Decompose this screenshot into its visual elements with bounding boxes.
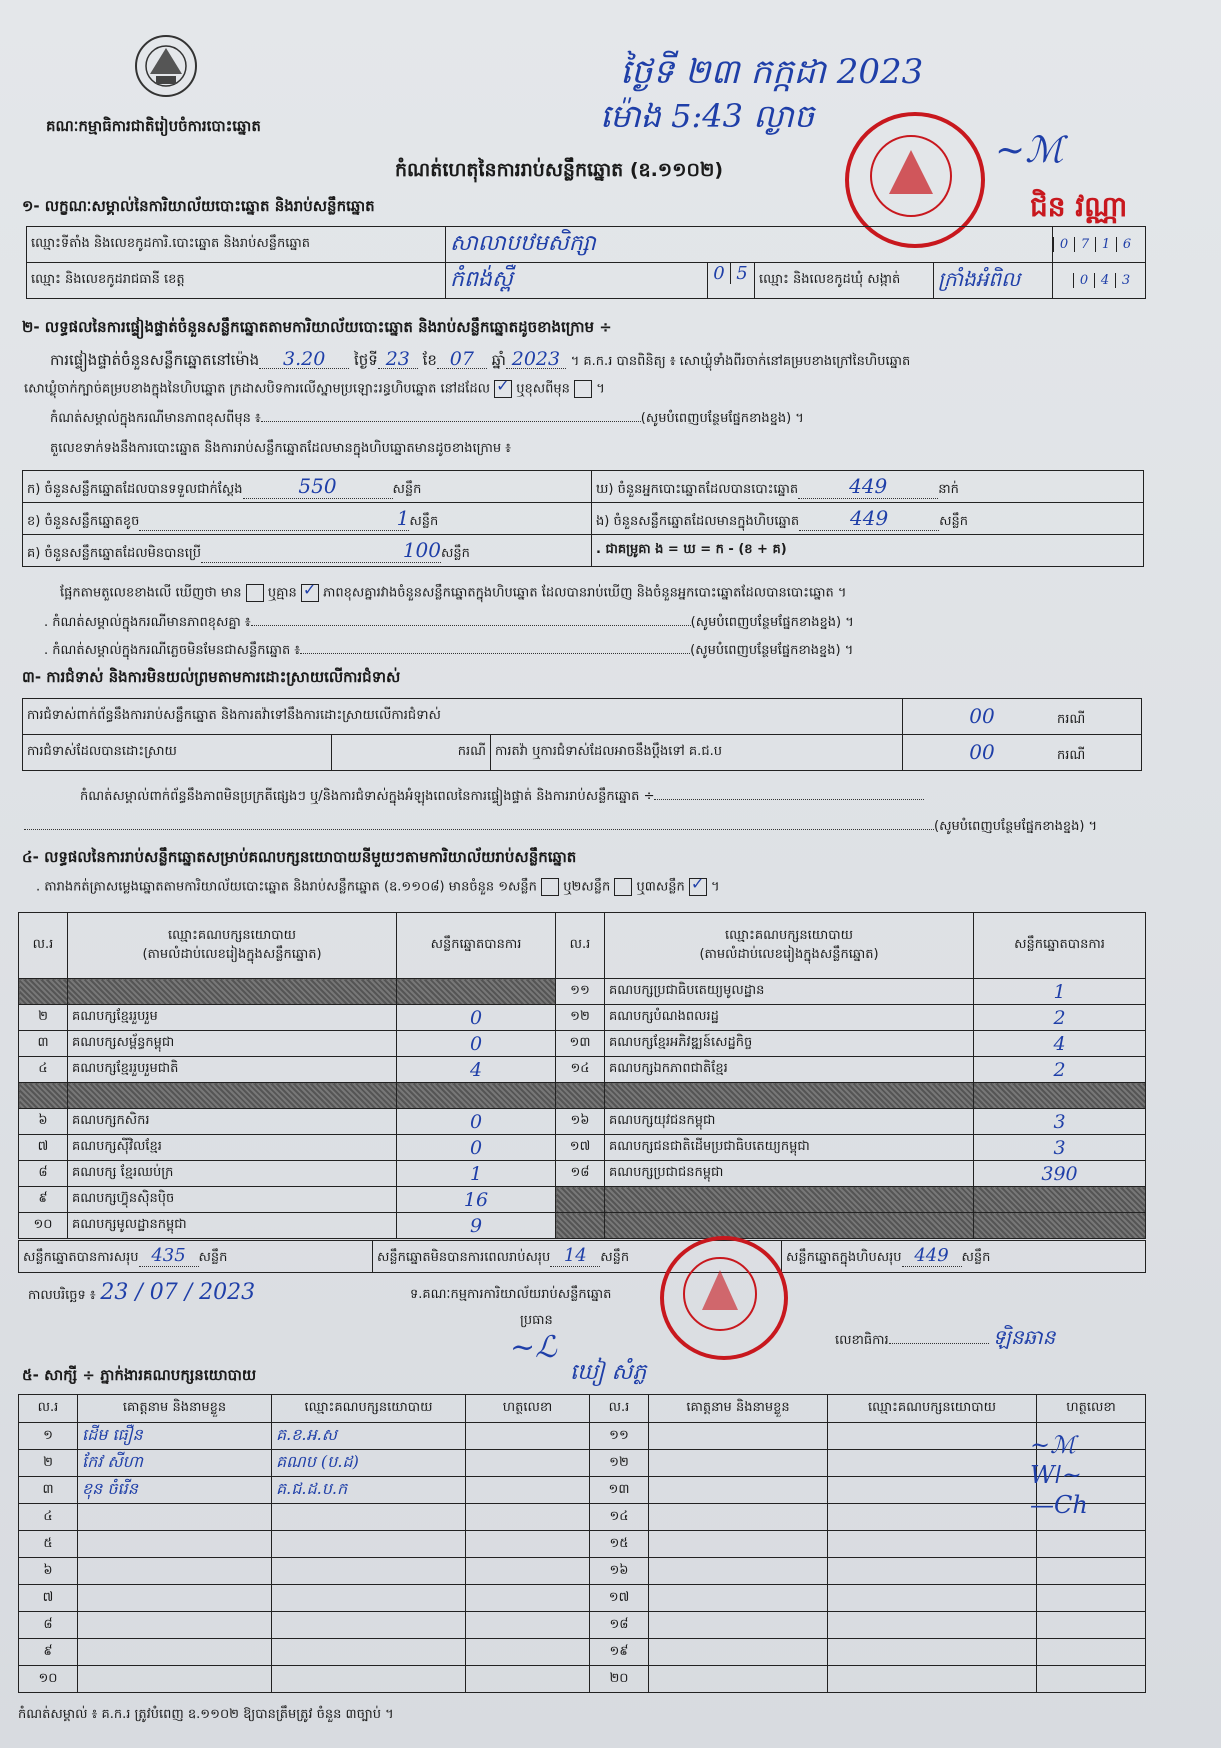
witness-party (828, 1504, 1037, 1531)
witness-name (649, 1666, 828, 1693)
witness-signature (1037, 1612, 1146, 1639)
party-row-masked (68, 1083, 397, 1109)
party-row (19, 1057, 1146, 1083)
commune-code: 0 4 3 (1053, 263, 1146, 299)
province-value: កំពង់ស្ពឺ (450, 266, 513, 292)
party-votes: 9 (397, 1213, 556, 1239)
party-row-masked (605, 1083, 974, 1109)
ko-value: 100 (201, 538, 441, 563)
witness-name (78, 1585, 272, 1612)
party-row-masked (19, 1083, 68, 1109)
formula: . ជាគម្រូគា ង = ឃ = ក - (ខ + គ) (592, 535, 1144, 567)
commune-value: ក្រាំងអំពិល (934, 263, 1053, 299)
witness-party (272, 1558, 466, 1585)
witness-name (649, 1585, 828, 1612)
changed-checkbox[interactable] (574, 380, 592, 398)
witness-party: គ.ជ.ដ.ប.ក (272, 1477, 466, 1504)
party-name: គណបក្សស៊ីវិលខ្មែរ (68, 1135, 397, 1161)
witness-signature (466, 1585, 590, 1612)
party-name: គណបក្សឯកភាពជាតិខ្មែរ (605, 1057, 974, 1083)
party-votes: 1 (974, 979, 1146, 1005)
objections-table: ការជំទាស់ពាក់ព័ន្ធនឹងការរាប់សន្លឹកឆ្នោត និងការតវ៉ាទៅនឹងការដោះស្រាយលើការជំទាស់ 00 ករណី ការជំទាស់ដែលបានដោះស្រាយ ករណី ការតវ៉ា ឬការជំទាស់ដែលអាចនឹងប្តឹងទៅ គ.ជ.ប 00 ករណី (22, 698, 1142, 771)
witness-no: ២ (19, 1450, 78, 1477)
witness-signature (466, 1423, 590, 1450)
witness-name: ខុន ចំរើន (78, 1477, 272, 1504)
witness-row (19, 1450, 1146, 1477)
location-value: សាលាបឋមសិក្សា (446, 227, 1053, 263)
party-no: ១៣ (556, 1031, 605, 1057)
party-row (19, 1161, 1146, 1187)
witness-name (649, 1477, 828, 1504)
party-row-masked (68, 979, 397, 1005)
ka-value: 550 (243, 474, 393, 499)
party-name: គណបក្សប្រជាជនកម្ពុជា (605, 1161, 974, 1187)
party-votes: 2 (974, 1057, 1146, 1083)
party-row (19, 1109, 1146, 1135)
witness-no: ៣ (19, 1477, 78, 1504)
party-no: ៦ (19, 1109, 68, 1135)
witness-party (828, 1639, 1037, 1666)
party-row-masked (19, 979, 68, 1005)
witness-no: ៤ (19, 1504, 78, 1531)
signer-name: ជិន វណ្ណា (1030, 190, 1128, 223)
objections-value: 00 (969, 703, 995, 728)
witness-no: ៨ (19, 1612, 78, 1639)
kha-value: 1 (139, 506, 409, 531)
witness-row (19, 1612, 1146, 1639)
witness-party (272, 1639, 466, 1666)
form-title: កំណត់ហេតុនៃការរាប់សន្លឹកឆ្នោត (ឧ.១១០២) (395, 159, 724, 181)
party-votes: 1 (397, 1161, 556, 1187)
witness-name (78, 1666, 272, 1693)
valid-total: 435 (139, 1245, 199, 1267)
party-name: គណបក្សខ្មែរអភិវឌ្ឍន៍សេដ្ឋកិច្ច (605, 1031, 974, 1057)
witness-no: ១៩ (590, 1639, 649, 1666)
section3-heading: ៣- ការជំទាស់ និងការមិនយល់ព្រមតាមការដោះស្រាយលើការជំទាស់ (22, 668, 401, 686)
party-name: គណបក្សមូលដ្ឋានកម្ពុជា (68, 1213, 397, 1239)
verify-line-2: សោឃ្លុំចាក់ក្បាច់គម្របខាងក្នុងនៃហិបឆ្នោត ក្រដាសបិទការលើស្នាមប្រឡោះរន្ធហិបឆ្នោត នៅដដែល ✓ ឬខុសពីមុន ។ (24, 380, 605, 399)
location-label: ឈ្មោះទីតាំង និងលេខកូដការិ.បោះឆ្នោត និងរាប់សន្លឹកឆ្នោត (27, 227, 446, 263)
appeal-value: 00 (969, 739, 995, 764)
note-line-1: . កំណត់សម្គាល់ក្នុងករណីមានភាពខុសគ្នា ៖ (សូមបំពេញបន្ថែមផ្នែកខាងខ្នង) ។ (44, 615, 854, 630)
witness-no: ១៥ (590, 1531, 649, 1558)
witness-row (19, 1531, 1146, 1558)
chair-name: ឃៀ សំភ្ល (570, 1360, 647, 1385)
witness-no: ៥ (19, 1531, 78, 1558)
party-no: ១១ (556, 979, 605, 1005)
two-sheet-checkbox[interactable] (614, 878, 632, 896)
witness-no: ១៣ (590, 1477, 649, 1504)
witness-signature (466, 1477, 590, 1504)
party-row-masked (605, 1213, 974, 1239)
witness-no: ១៨ (590, 1612, 649, 1639)
counts-table: ក) ចំនួនសន្លឹកឆ្នោតដែលបានទទួលជាក់ស្តែង 550 សន្លឹក ឃ) ចំនួនអ្នកបោះឆ្នោតដែលបានបោះឆ្នោត 449 នាក់ ខ) ចំនួនសន្លឹកឆ្នោតខូច 1សន្លឹក ង) ចំនួនសន្លឹកឆ្នោតដែលមានក្នុងហិបឆ្នោត 449 សន្លឹក គ) ចំនួនសន្លឹកឆ្នោតដែលមិនបានប្រើ 100សន្លឹក . ជាគម្រូគា ង = ឃ = ក - (ខ + គ) (22, 470, 1144, 567)
witness-no: ១៤ (590, 1504, 649, 1531)
witness-signature (1037, 1639, 1146, 1666)
party-name: គណបក្សខ្មែររួបរួម (68, 1005, 397, 1031)
one-sheet-checkbox[interactable] (541, 878, 559, 896)
witness-no: ២០ (590, 1666, 649, 1693)
witness-signature (1037, 1531, 1146, 1558)
witness-name: ដើម ធឿន (78, 1423, 272, 1450)
location-code: 0 7 1 6 (1053, 227, 1146, 263)
party-row-masked (974, 1187, 1146, 1213)
witness-signature (1037, 1585, 1146, 1612)
section2-heading: ២- លទ្ធផលនៃការផ្ទៀងផ្ទាត់ចំនួនសន្លឹកឆ្នោតតាមការិយាល័យបោះឆ្នោត និងរាប់សន្លឹកឆ្នោតដូចខាងក្រោម ÷ (22, 318, 612, 336)
three-sheet-checkbox[interactable] (689, 878, 707, 896)
witness-no: ៦ (19, 1558, 78, 1585)
party-no: ២ (19, 1005, 68, 1031)
witness-party (828, 1450, 1037, 1477)
party-row-masked (974, 1083, 1146, 1109)
verify-line-4: តួលេខទាក់ទងនឹងការបោះឆ្នោត និងការរាប់សន្លឹកឆ្នោតដែលមានក្នុងហិបឆ្នោតមានដូចខាងក្រោម ៖ (50, 441, 511, 456)
has-discrepancy-checkbox[interactable] (246, 584, 264, 602)
signature-top: ~ℳ (995, 130, 1064, 171)
verify-line-3: កំណត់សម្គាល់ក្នុងករណីមានភាពខុសពីមុន ៖ (សូមបំពេញបន្ថែមផ្នែកខាងខ្នង) ។ (50, 411, 804, 426)
party-no: ៨ (19, 1161, 68, 1187)
party-name: គណបក្សសម្ព័ន្ធកម្ពុជា (68, 1031, 397, 1057)
party-votes: 0 (397, 1005, 556, 1031)
party-row (19, 1187, 1146, 1213)
party-name: គណបក្សយុវជនកម្ពុជា (605, 1109, 974, 1135)
party-votes: 16 (397, 1187, 556, 1213)
witness-name (649, 1639, 828, 1666)
party-no: ៣ (19, 1031, 68, 1057)
witness-row (19, 1585, 1146, 1612)
witness-signature (466, 1558, 590, 1585)
witness-row (19, 1558, 1146, 1585)
party-votes: 390 (974, 1161, 1146, 1187)
witness-signature (1037, 1558, 1146, 1585)
witness-no: ១២ (590, 1450, 649, 1477)
party-no: ៩ (19, 1187, 68, 1213)
witness-party (272, 1585, 466, 1612)
witness-name (78, 1639, 272, 1666)
party-no: ៤ (19, 1057, 68, 1083)
invalid-total: 14 (550, 1245, 600, 1267)
witness-no: ១ (19, 1423, 78, 1450)
irregularity-note: កំណត់សម្គាល់ពាក់ព័ន្ធនឹងភាពមិនប្រក្រតីផ្សេងៗ ឬ/និងការជំទាស់ក្នុងអំឡុងពេលនៃការផ្ទៀងផ្ទាត់ និងការរាប់សន្លឹកឆ្នោត ÷ (80, 788, 924, 806)
witness-no: ១៧ (590, 1585, 649, 1612)
party-row (19, 979, 1146, 1005)
party-row-masked (556, 1187, 605, 1213)
witness-party (272, 1504, 466, 1531)
party-name: គណបក្សហ៊្វុនស៊ិនប៉ិច (68, 1187, 397, 1213)
discrepancy-line: ផ្អែកតាមតួលេខខាងលើ ឃើញថា មាន ឬគ្មាន ✓ ភាពខុសគ្នារវាងចំនួនសន្លឹកឆ្នោតក្នុងហិបឆ្នោត ដែលបានរាប់ឃើញ និងចំនួនអ្នកបោះឆ្នោតដែលបានបោះឆ្នោត ។ (60, 584, 846, 603)
date-line: កាលបរិច្ឆេទ ៖ 23 / 07 / 2023 (28, 1280, 256, 1305)
witness-row (19, 1423, 1146, 1450)
witness-no: ១១ (590, 1423, 649, 1450)
no-discrepancy-checkbox[interactable] (301, 584, 319, 602)
section5-heading: ៥- សាក្សី ÷ ភ្នាក់ងារគណបក្សនយោបាយ (22, 1366, 257, 1384)
party-row-masked (397, 1083, 556, 1109)
witness-row (19, 1666, 1146, 1693)
witness-name: កែវ សីហា (78, 1450, 272, 1477)
party-votes: 2 (974, 1005, 1146, 1031)
party-no: ១៤ (556, 1057, 605, 1083)
witness-party (272, 1531, 466, 1558)
objections-label: ការជំទាស់ពាក់ព័ន្ធនឹងការរាប់សន្លឹកឆ្នោត និងការតវ៉ាទៅនឹងការដោះស្រាយលើការជំទាស់ (23, 699, 903, 735)
witness-party (828, 1477, 1037, 1504)
witness-signature (466, 1531, 590, 1558)
tally-sheet-line: . តារាងកត់ត្រាសម្លេងឆ្នោតតាមការិយាល័យបោះឆ្នោត និងរាប់សន្លឹកឆ្នោត (ឧ.១១០៨) មានចំនួន ១សន្លឹក ឬ២សន្លឹក ឬ៣សន្លឹក ✓ ។ (36, 878, 720, 897)
party-row-masked (605, 1187, 974, 1213)
date-value: 23 / 07 / 2023 (100, 1280, 256, 1305)
witness-party (828, 1531, 1037, 1558)
party-no: ១២ (556, 1005, 605, 1031)
secretary-name: ឡិនឆាន (992, 1325, 1056, 1349)
party-votes: 4 (974, 1031, 1146, 1057)
party-votes: 3 (974, 1135, 1146, 1161)
secretary-line: លេខាធិការ ឡិនឆាន (835, 1325, 1056, 1349)
witness-signature (466, 1639, 590, 1666)
witness-party: គណប (ប.ដ) (272, 1450, 466, 1477)
witness-party (272, 1666, 466, 1693)
province-label: ឈ្មោះ និងលេខកូដរាជធានី ខេត្ត (27, 263, 446, 299)
witness-party (272, 1612, 466, 1639)
party-no: ១០ (19, 1213, 68, 1239)
party-row-masked (556, 1213, 605, 1239)
witness-name (78, 1504, 272, 1531)
committee-label: ទ.គណៈកម្មការការិយាល័យរាប់សន្លឹកឆ្នោត (410, 1287, 612, 1302)
witness-row (19, 1639, 1146, 1666)
section1-table: ឈ្មោះទីតាំង និងលេខកូដការិ.បោះឆ្នោត និងរាប់សន្លឹកឆ្នោត សាលាបឋមសិក្សា 0 7 1 6 ឈ្មោះ និងលេខកូដរាជធានី ខេត្ត កំពង់ស្ពឺ 0 5 ឈ្មោះ និងលេខកូដឃុំ សង្កាត់ ក្រាំងអំពិល 0 4 3 (26, 226, 1146, 299)
party-row-masked (397, 979, 556, 1005)
party-votes: 4 (397, 1057, 556, 1083)
witness-name (78, 1558, 272, 1585)
witness-name (649, 1612, 828, 1639)
org-name: គណៈកម្មាធិការជាតិរៀបចំការបោះឆ្នោត (46, 117, 261, 135)
witness-signature (466, 1666, 590, 1693)
witness-name (649, 1504, 828, 1531)
section1-heading: ១- លក្ខណៈសម្គាល់នៃការិយាល័យបោះឆ្នោត និងរាប់សន្លឹកឆ្នោត (22, 197, 375, 215)
witness-table-header: ល.រ គោត្តនាម និងនាមខ្លួន ឈ្មោះគណបក្សនយោបាយ ហត្ថលេខា ល.រ គោត្តនាម និងនាមខ្លួន ឈ្មោះគណបក្សនយោបាយ ហត្ថលេខា (19, 1395, 1146, 1423)
irregularity-note-2: (សូមបំពេញបន្ថែមផ្នែកខាងខ្នង) ។ (24, 818, 1097, 836)
ngo-value: 449 (799, 506, 939, 531)
party-no: ៧ (19, 1135, 68, 1161)
handwritten-time: ម៉ោង 5:43 ល្ងាច (600, 97, 815, 135)
witness-party (828, 1666, 1037, 1693)
party-name: គណបក្សជនជាតិដើមប្រជាធិបតេយ្យកម្ពុជា (605, 1135, 974, 1161)
witness-no: ៩ (19, 1639, 78, 1666)
party-name: គណបក្សខ្មែររួបរួមជាតិ (68, 1057, 397, 1083)
witness-signatures: ~ℳ Wǀ~ —Ch (1030, 1431, 1088, 1519)
witness-no: ៧ (19, 1585, 78, 1612)
witness-signature (466, 1450, 590, 1477)
party-name: គណបក្សកសិករ (68, 1109, 397, 1135)
party-votes: 0 (397, 1135, 556, 1161)
party-no: ១៦ (556, 1109, 605, 1135)
party-name: គណបក្សបំណងពលរដ្ឋ (605, 1005, 974, 1031)
party-votes: 0 (397, 1109, 556, 1135)
handwritten-date: ថ្ងៃទី ២៣ កក្កដា 2023 (620, 52, 924, 92)
witness-name (649, 1531, 828, 1558)
witness-row (19, 1504, 1146, 1531)
witness-party (828, 1423, 1037, 1450)
witness-name (78, 1612, 272, 1639)
chair-label: ប្រធាន (520, 1313, 553, 1328)
party-table-header: ល.រ ឈ្មោះគណបក្សនយោបាយ (តាមលំដាប់លេខរៀងក្នុងសន្លឹកឆ្នោត) សន្លឹកឆ្នោតបានការ ល.រ ឈ្មោះគណបក្សនយោបាយ (តាមលំដាប់លេខរៀងក្នុងសន្លឹកឆ្នោត) សន្លឹកឆ្នោតបានការ (19, 913, 1146, 979)
appeal-label: ការតវ៉ា ឬការជំទាស់ដែលអាចនឹងប្តឹងទៅ គ.ជ.ប (491, 735, 903, 771)
chair-signature: ~ℒ (510, 1330, 557, 1365)
witness-name (649, 1450, 828, 1477)
party-row (19, 1083, 1146, 1109)
witness-party: គ.ខ.អ.ស (272, 1423, 466, 1450)
note-line-2: . កំណត់សម្គាល់ក្នុងករណីភ្លេចមិនមែនជាសន្លឹកឆ្នោត ៖ (សូមបំពេញបន្ថែមផ្នែកខាងខ្នង) ។ (44, 643, 854, 658)
verify-line-1: ការផ្ទៀងផ្ទាត់ចំនួនសន្លឹកឆ្នោតនៅម៉ោង 3.20 ថ្ងៃទី 23 ខែ 07 ឆ្នាំ 2023 ។ គ.ក.រ បានពិនិត្យ ៖ សោឃ្លុំទាំងពីរចាក់នៅគម្របខាងក្រៅនៃហិបឆ្នោត (50, 348, 911, 370)
unchanged-checkbox[interactable] (494, 380, 512, 398)
party-row (19, 1213, 1146, 1239)
witness-signature (1037, 1666, 1146, 1693)
witness-party (828, 1585, 1037, 1612)
witness-signature (466, 1504, 590, 1531)
section4-heading: ៤- លទ្ធផលនៃការរាប់សន្លឹកឆ្នោតសម្រាប់គណបក្សនយោបាយនីមួយៗតាមការិយាល័យរាប់សន្លឹកឆ្នោត (22, 848, 577, 866)
box-total: 449 (902, 1245, 962, 1267)
party-row-masked (974, 1213, 1146, 1239)
party-no: ១៧ (556, 1135, 605, 1161)
resolved-label: ការជំទាស់ដែលបានដោះស្រាយ (23, 735, 332, 771)
witness-row (19, 1477, 1146, 1504)
gho-value: 449 (798, 474, 938, 499)
footer-note: កំណត់សម្គាល់ ៖ គ.ក.រ ត្រូវបំពេញ ឧ.១១០២ ឱ្យបានត្រឹមត្រូវ ចំនួន ៣ច្បាប់ ។ (18, 1707, 394, 1722)
party-row (19, 1005, 1146, 1031)
party-name: គណបក្ស ខ្មែរឈប់ក្រ (68, 1161, 397, 1187)
party-votes: 0 (397, 1031, 556, 1057)
witness-name (649, 1558, 828, 1585)
witness-table (18, 1394, 1146, 1693)
party-row (19, 1031, 1146, 1057)
witness-party (828, 1558, 1037, 1585)
party-results-table (18, 912, 1146, 1239)
party-votes: 3 (974, 1109, 1146, 1135)
witness-signature (466, 1612, 590, 1639)
national-emblem (130, 30, 202, 102)
party-row-masked (556, 1083, 605, 1109)
commune-label: ឈ្មោះ និងលេខកូដឃុំ សង្កាត់ (755, 263, 934, 299)
witness-name (649, 1423, 828, 1450)
party-name: គណបក្សប្រជាធិបតេយ្យមូលដ្ឋាន (605, 979, 974, 1005)
party-no: ១៨ (556, 1161, 605, 1187)
totals-table: សន្លឹកឆ្នោតបានការសរុប 435 សន្លឹក សន្លឹកឆ្នោតមិនបានការពេលរាប់សរុប 14 សន្លឹក សន្លឹកឆ្នោតក្នុងហិបសរុប 449 សន្លឹក (18, 1240, 1146, 1273)
official-stamp-bottom (660, 1236, 788, 1360)
witness-no: ១០ (19, 1666, 78, 1693)
witness-name (78, 1531, 272, 1558)
witness-party (828, 1612, 1037, 1639)
witness-no: ១៦ (590, 1558, 649, 1585)
party-row (19, 1135, 1146, 1161)
